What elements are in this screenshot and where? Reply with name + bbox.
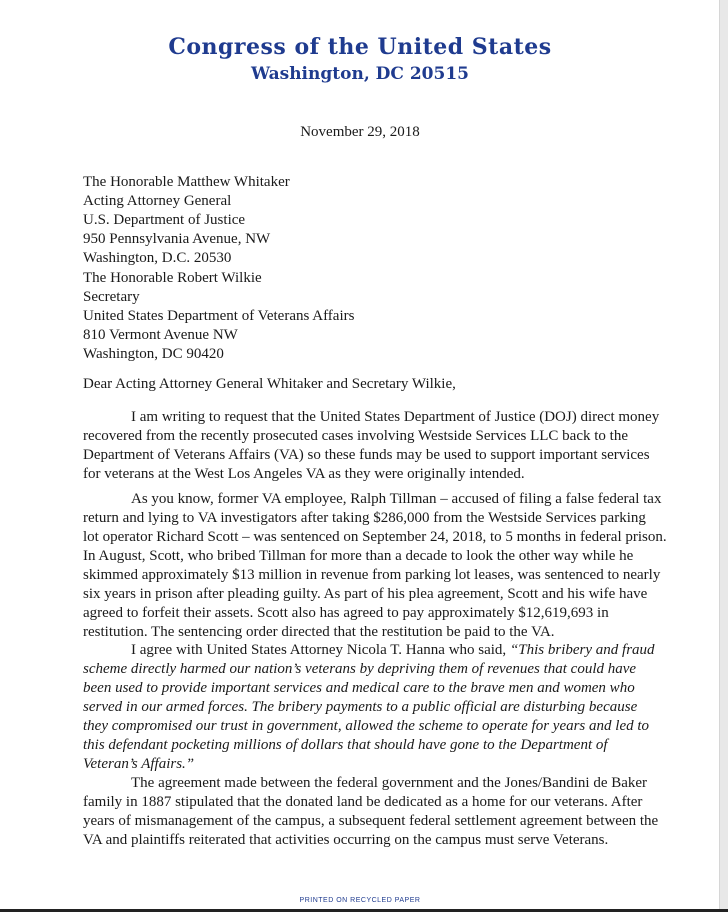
recipient-address-1 xyxy=(83,173,290,268)
quote-line: been used to provide important services and medical care to the brave men and women who xyxy=(83,680,635,696)
paragraph-4 xyxy=(83,774,659,850)
paragraph-line: recovered from the recently prosecuted cases involving Westside Services LLC back to the xyxy=(83,428,628,444)
address-line: Acting Attorney General xyxy=(83,193,232,209)
address-line: Secretary xyxy=(83,289,140,305)
paragraph-line: six years in prison after pleading guilty. As part of his plea agreement, Scott and his wife have xyxy=(83,586,648,602)
letter-date: November 29, 2018 xyxy=(300,124,420,140)
address-line: United States Department of Veterans Affairs xyxy=(83,308,355,324)
paragraph-line: family in 1887 stipulated that the donated land be dedicated as a home for our veterans. After xyxy=(83,794,643,810)
paragraph-line xyxy=(83,641,653,660)
paragraph-line: years of mismanagement of the campus, a subsequent federal settlement agreement between the xyxy=(83,813,659,829)
letterhead-subtitle: Washington, DC 20515 xyxy=(251,64,469,84)
address-line: Washington, DC 90420 xyxy=(83,346,224,362)
paragraph-line: agreed to forfeit their assets. Scott also has agreed to pay approximately $12,619,693 in xyxy=(83,605,609,621)
paragraph-line: VA and plaintiffs reiterated that activities occurring on the campus must serve Veterans. xyxy=(83,832,609,848)
quote-line: scheme directly harmed our nation’s veterans by depriving them of revenues that could have xyxy=(83,661,637,677)
recycled-paper-footer: PRINTED ON RECYCLED PAPER xyxy=(299,897,421,904)
paragraph-line: for veterans at the West Los Angeles VA as they were originally intended. xyxy=(83,466,525,482)
quote-line: Veteran’s Affairs.” xyxy=(83,756,195,772)
paragraph-line: I am writing to request that the United States Department of Justice (DOJ) direct money xyxy=(131,409,660,425)
letterhead-title: Congress of the United States xyxy=(168,34,552,60)
paragraph-line: skimmed approximately $13 million in revenue from parking lot leases, was sentenced to nearly xyxy=(83,567,661,583)
address-line: The Honorable Matthew Whitaker xyxy=(83,174,290,190)
address-line: 810 Vermont Avenue NW xyxy=(83,327,238,343)
address-line: U.S. Department of Justice xyxy=(83,212,246,228)
address-line: 950 Pennsylvania Avenue, NW xyxy=(83,231,271,247)
paragraph-1 xyxy=(83,408,660,484)
paragraph-3 xyxy=(83,641,653,774)
quote-text: “This bribery and fraud xyxy=(509,642,655,658)
quote-line: this defendant pocketing millions of dollars that should have gone to the Department of xyxy=(83,737,608,753)
paragraph-line: return and lying to VA investigators after taking $286,000 from the Westside Services parking xyxy=(83,510,646,526)
quote-line: served in our armed forces. The bribery payments to a public official are disturbing because xyxy=(83,699,638,715)
recipient-address-2 xyxy=(83,269,354,364)
paragraph-line: restitution. The sentencing order directed that the restitution be paid to the VA. xyxy=(83,624,555,640)
address-line: The Honorable Robert Wilkie xyxy=(83,270,262,286)
paragraph-line: lot operator Richard Scott – was sentenced on September 24, 2018, to 5 months in federal prison. xyxy=(83,529,667,545)
address-line: Washington, D.C. 20530 xyxy=(83,250,232,266)
paragraph-line: The agreement made between the federal government and the Jones/Bandini de Baker xyxy=(131,775,648,791)
paragraph-line: In August, Scott, who bribed Tillman for more than a decade to look the other way while he xyxy=(83,548,634,564)
paragraph-line: As you know, former VA employee, Ralph Tillman – accused of filing a false federal tax xyxy=(131,491,662,507)
paragraph-2 xyxy=(83,490,667,642)
quote-lead: I agree with United States Attorney Nicola T. Hanna who said, xyxy=(131,642,510,658)
paragraph-line: Department of Veterans Affairs (VA) so these funds may be used to support important services xyxy=(83,447,650,463)
salutation: Dear Acting Attorney General Whitaker and Secretary Wilkie, xyxy=(83,376,456,392)
quote-line: they compromised our trust in government, allowed the scheme to operate for years and led to xyxy=(83,718,650,734)
page-edge-shadow xyxy=(719,0,728,912)
